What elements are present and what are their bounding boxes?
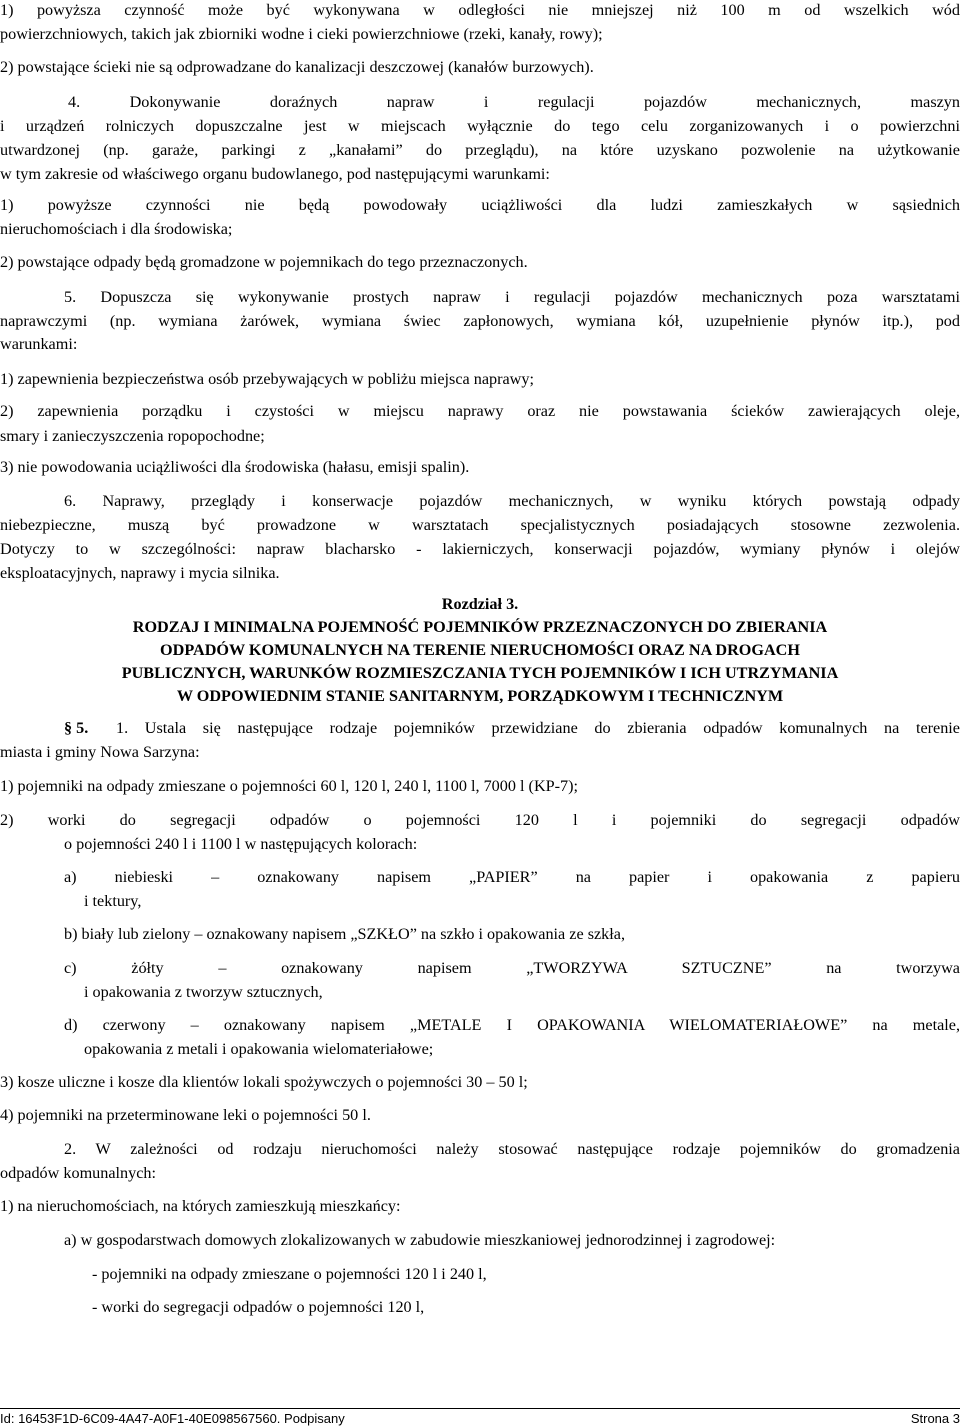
text-line: nieruchomościach i dla środowiska; (0, 220, 233, 238)
text-line: 4. Dokonywanie doraźnych napraw i regulacji pojazdów mechanicznych, maszyn (68, 93, 960, 111)
document-id: Id: 16453F1D-6C09-4A47-A0F1-40E098567560. Podpisany (0, 1411, 345, 1426)
text-line: 6. Naprawy, przeglądy i konserwacje pojazdów mechanicznych, w wyniku których powstają odpady (64, 492, 960, 510)
text-line: utwardzonej (np. garaże, parkingi z „kanałami” do przeglądu), na które uzyskano pozwolenie na użytkowanie (0, 141, 960, 159)
text-line: niebezpieczne, muszą być prowadzone w warsztatach specjalistycznych posiadających stosowne zezwolenia. (0, 516, 960, 534)
text-line: - worki do segregacji odpadów o pojemności 120 l, (92, 1298, 425, 1316)
text-line: a) w gospodarstwach domowych zlokalizowanych w zabudowie mieszkaniowej jednorodzinnej i zagrodowej: (64, 1231, 776, 1249)
text-line: miasta i gminy Nowa Sarzyna: (0, 743, 200, 761)
text-line: 1) na nieruchomościach, na których zamieszkują mieszkańcy: (0, 1197, 401, 1215)
text-line: 1) zapewnienia bezpieczeństwa osób przebywających w pobliżu miejsca naprawy; (0, 370, 534, 388)
chapter-title-line: ODPADÓW KOMUNALNYCH NA TERENIE NIERUCHOMOŚCI ORAZ NA DROGACH (160, 641, 800, 659)
text-line: w tym zakresie od właściwego organu budowlanego, pod następującymi warunkami: (0, 165, 550, 183)
text-line: 2. W zależności od rodzaju nieruchomości należy stosować następujące rodzaje pojemników do gromadzenia (64, 1140, 960, 1158)
text-line: opakowania z metali i opakowania wielomateriałowe; (84, 1040, 434, 1058)
text-line: o pojemności 240 l i 1100 l w następujących kolorach: (64, 835, 418, 853)
page-number: Strona 3 (910, 1411, 960, 1426)
text-line: d) czerwony – oznakowany napisem „METALE I OPAKOWANIA WIELOMATERIAŁOWE” na metale, (64, 1016, 960, 1034)
page-footer (0, 1408, 960, 1428)
text-line: 3) kosze uliczne i kosze dla klientów lokali spożywczych o pojemności 30 – 50 l; (0, 1073, 528, 1091)
chapter-number: Rozdział 3. (441, 595, 519, 613)
section-symbol: § 5. (64, 719, 89, 737)
text-line: warunkami: (0, 335, 78, 353)
text-line: eksploatacyjnych, naprawy i mycia silnika. (0, 564, 280, 582)
text-line: powierzchniowych, takich jak zbiorniki wodne i cieki powierzchniowe (rzeki, kanały, rowy); (0, 25, 603, 43)
text-line: 4) pojemniki na przeterminowane leki o pojemności 50 l. (0, 1106, 371, 1124)
text-line: Dotyczy to w szczególności: napraw blacharsko - lakierniczych, konserwacji pojazdów, wymiany płynów i olejów (0, 540, 960, 558)
chapter-title-line: W ODPOWIEDNIM STANIE SANITARNYM, PORZĄDKOWYM I TECHNICZNYM (176, 687, 784, 705)
text-line: odpadów komunalnych: (0, 1164, 157, 1182)
text-line: - pojemniki na odpady zmieszane o pojemności 120 l i 240 l, (92, 1265, 487, 1283)
text-line: i urządzeń rolniczych dopuszczalne jest w miejscach wyłącznie do tego celu zorganizowanych i o powierzchni (0, 117, 960, 135)
text-line: smary i zanieczyszczenia ropopochodne; (0, 427, 265, 445)
text-line: 1) powyższe czynności nie będą powodowały uciążliwości dla ludzi zamieszkałych w sąsiednich (0, 196, 960, 214)
text-line: 3) nie powodowania uciążliwości dla środowiska (hałasu, emisji spalin). (0, 458, 470, 476)
text-line: c) żółty – oznakowany napisem „TWORZYWA SZTUCZNE” na tworzywa (64, 959, 960, 977)
text-line: i tektury, (84, 892, 142, 910)
text-line: 2) zapewnienia porządku i czystości w miejscu naprawy oraz nie powstawania ścieków zawierających oleje, (0, 402, 960, 420)
text-line: a) niebieski – oznakowany napisem „PAPIER” na papier i opakowania z papieru (64, 868, 960, 886)
chapter-title-line: RODZAJ I MINIMALNA POJEMNOŚĆ POJEMNIKÓW PRZEZNACZONYCH DO ZBIERANIA (132, 618, 828, 636)
text-line: 2) worki do segregacji odpadów o pojemności 120 l i pojemniki do segregacji odpadów (0, 811, 960, 829)
text-line: i opakowania z tworzyw sztucznych, (84, 983, 323, 1001)
chapter-title-line: PUBLICZNYCH, WARUNKÓW ROZMIESZCZANIA TYCH POJEMNIKÓW I ICH UTRZYMANIA (121, 664, 839, 682)
text-line: 1) powyższa czynność może być wykonywana w odległości nie mniejszej niż 100 m od wszelkich wód (0, 1, 960, 19)
text-line: 1. Ustala się następujące rodzaje pojemników przewidziane do zbierania odpadów komunalnych na terenie (116, 719, 960, 737)
text-line: 2) powstające ścieki nie są odprowadzane do kanalizacji deszczowej (kanałów burzowych). (0, 58, 594, 76)
text-line: b) biały lub zielony – oznakowany napisem „SZKŁO” na szkło i opakowania ze szkła, (64, 925, 625, 943)
text-line: 2) powstające odpady będą gromadzone w pojemnikach do tego przeznaczonych. (0, 253, 528, 271)
text-line: 5. Dopuszcza się wykonywanie prostych napraw i regulacji pojazdów mechanicznych poza warsztatami (64, 288, 960, 306)
text-line: naprawczymi (np. wymiana żarówek, wymiana świec zapłonowych, wymiana kół, uzupełnienie płynów itp.), pod (0, 312, 960, 330)
text-line: 1) pojemniki na odpady zmieszane o pojemności 60 l, 120 l, 240 l, 1100 l, 7000 l (KP-7); (0, 777, 579, 795)
